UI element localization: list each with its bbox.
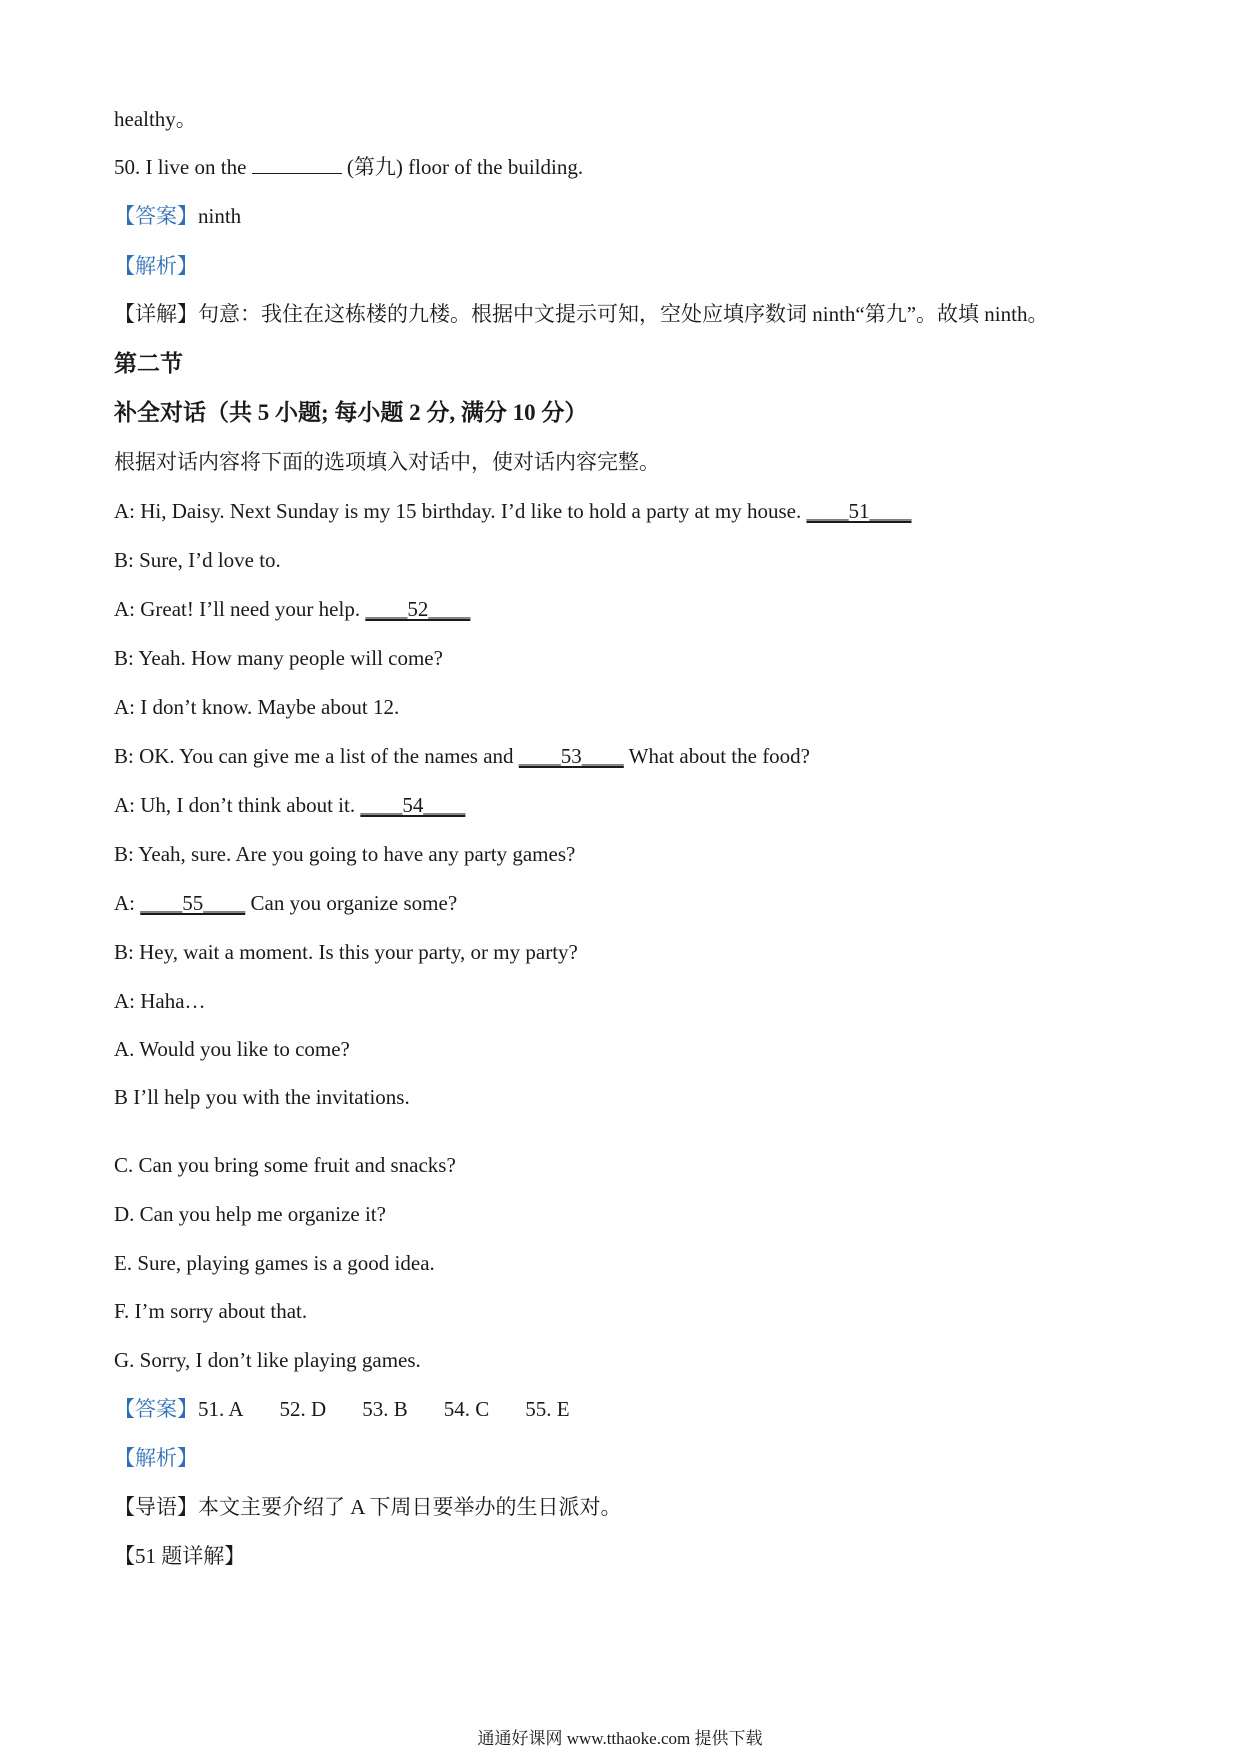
dialogue-text: A: Uh, I don’t think about it. xyxy=(114,793,361,817)
option-e: E. Sure, playing games is a good idea. xyxy=(114,1251,435,1275)
dialogue-text: B: Yeah. How many people will come? xyxy=(114,646,443,670)
question-50-prefix: 50. I live on the xyxy=(114,155,247,179)
answers-tag: 【答案】 xyxy=(114,1397,198,1421)
dialogue-text: A: Haha… xyxy=(114,989,206,1013)
answer-value: ninth xyxy=(198,204,242,228)
q49-tail-text: healthy。 xyxy=(114,107,197,131)
dialogue-line xyxy=(114,644,443,672)
dialogue-text: What about the food? xyxy=(623,744,811,768)
dialogue-line xyxy=(114,497,912,525)
dialogue-text: A: Hi, Daisy. Next Sunday is my 15 birthday. I’d like to hold a party at my house. xyxy=(114,499,807,523)
dialogue-text: B: Yeah, sure. Are you going to have any party games? xyxy=(114,842,576,866)
answer-item: 55. E xyxy=(525,1397,570,1421)
answer-item: 54. C xyxy=(443,1397,490,1421)
dialogue-line xyxy=(114,791,465,819)
answer-item: 51. A xyxy=(198,1397,244,1421)
analysis-tag-2: 【解析】 xyxy=(114,1446,198,1470)
dialogue-line xyxy=(114,546,281,574)
answers-row xyxy=(114,1395,606,1423)
option-f: F. I’m sorry about that. xyxy=(114,1299,308,1323)
option-a: A. Would you like to come? xyxy=(114,1037,350,1061)
intro-text: 【导语】本文主要介绍了 A 下周日要举办的生日派对。 xyxy=(114,1495,622,1519)
question-50-blank xyxy=(252,153,342,174)
analysis-tag: 【解析】 xyxy=(114,254,198,278)
dialogue-line xyxy=(114,595,470,623)
dialogue-text: Can you organize some? xyxy=(245,891,458,915)
dialogue-line xyxy=(114,840,575,868)
dialogue-text: A: I don’t know. Maybe about 12. xyxy=(114,695,400,719)
q51-detail-tag: 【51 题详解】 xyxy=(114,1544,246,1568)
option-d: D. Can you help me organize it? xyxy=(114,1202,386,1226)
answer-tag: 【答案】 xyxy=(114,204,198,228)
dialogue-line xyxy=(114,987,206,1015)
option-b: B I’ll help you with the invitations. xyxy=(114,1085,410,1109)
dialogue-text: A: Great! I’ll need your help. xyxy=(114,597,366,621)
dialogue-text: B: Hey, wait a moment. Is this your party, or my party? xyxy=(114,940,578,964)
dialogue-line xyxy=(114,938,578,966)
dialogue-text: A: xyxy=(114,891,141,915)
dialogue-line xyxy=(114,693,399,721)
section-instruction: 根据对话内容将下面的选项填入对话中，使对话内容完整。 xyxy=(114,450,660,474)
section-title: 第二节 xyxy=(114,351,183,376)
answer-item: 52. D xyxy=(279,1397,327,1421)
dialogue-blank: ____52____ xyxy=(365,597,471,621)
page-footer: 通通好课网 www.tthaoke.com 提供下载 xyxy=(477,1729,763,1748)
answer-item: 53. B xyxy=(362,1397,408,1421)
section-subtitle: 补全对话（共 5 小题; 每小题 2 分, 满分 10 分） xyxy=(114,400,588,425)
option-c: C. Can you bring some fruit and snacks? xyxy=(114,1153,456,1177)
option-g: G. Sorry, I don’t like playing games. xyxy=(114,1348,421,1372)
dialogue-text: B: OK. You can give me a list of the names and xyxy=(114,744,519,768)
dialogue-blank: ____55____ xyxy=(140,891,246,915)
dialogue-blank: ____51____ xyxy=(806,499,912,523)
dialogue-text: B: Sure, I’d love to. xyxy=(114,548,281,572)
question-50-answer xyxy=(114,202,241,230)
dialogue-line xyxy=(114,889,457,917)
question-50-detail: 【详解】句意：我住在这栋楼的九楼。根据中文提示可知，空处应填序数词 ninth“第九”。故填 ninth。 xyxy=(114,302,1049,326)
dialogue-line xyxy=(114,742,810,770)
question-50-hint: (第九) floor of the building. xyxy=(346,155,584,179)
dialogue-blank: ____53____ xyxy=(518,744,624,768)
question-50 xyxy=(114,153,583,181)
dialogue-blank: ____54____ xyxy=(360,793,466,817)
